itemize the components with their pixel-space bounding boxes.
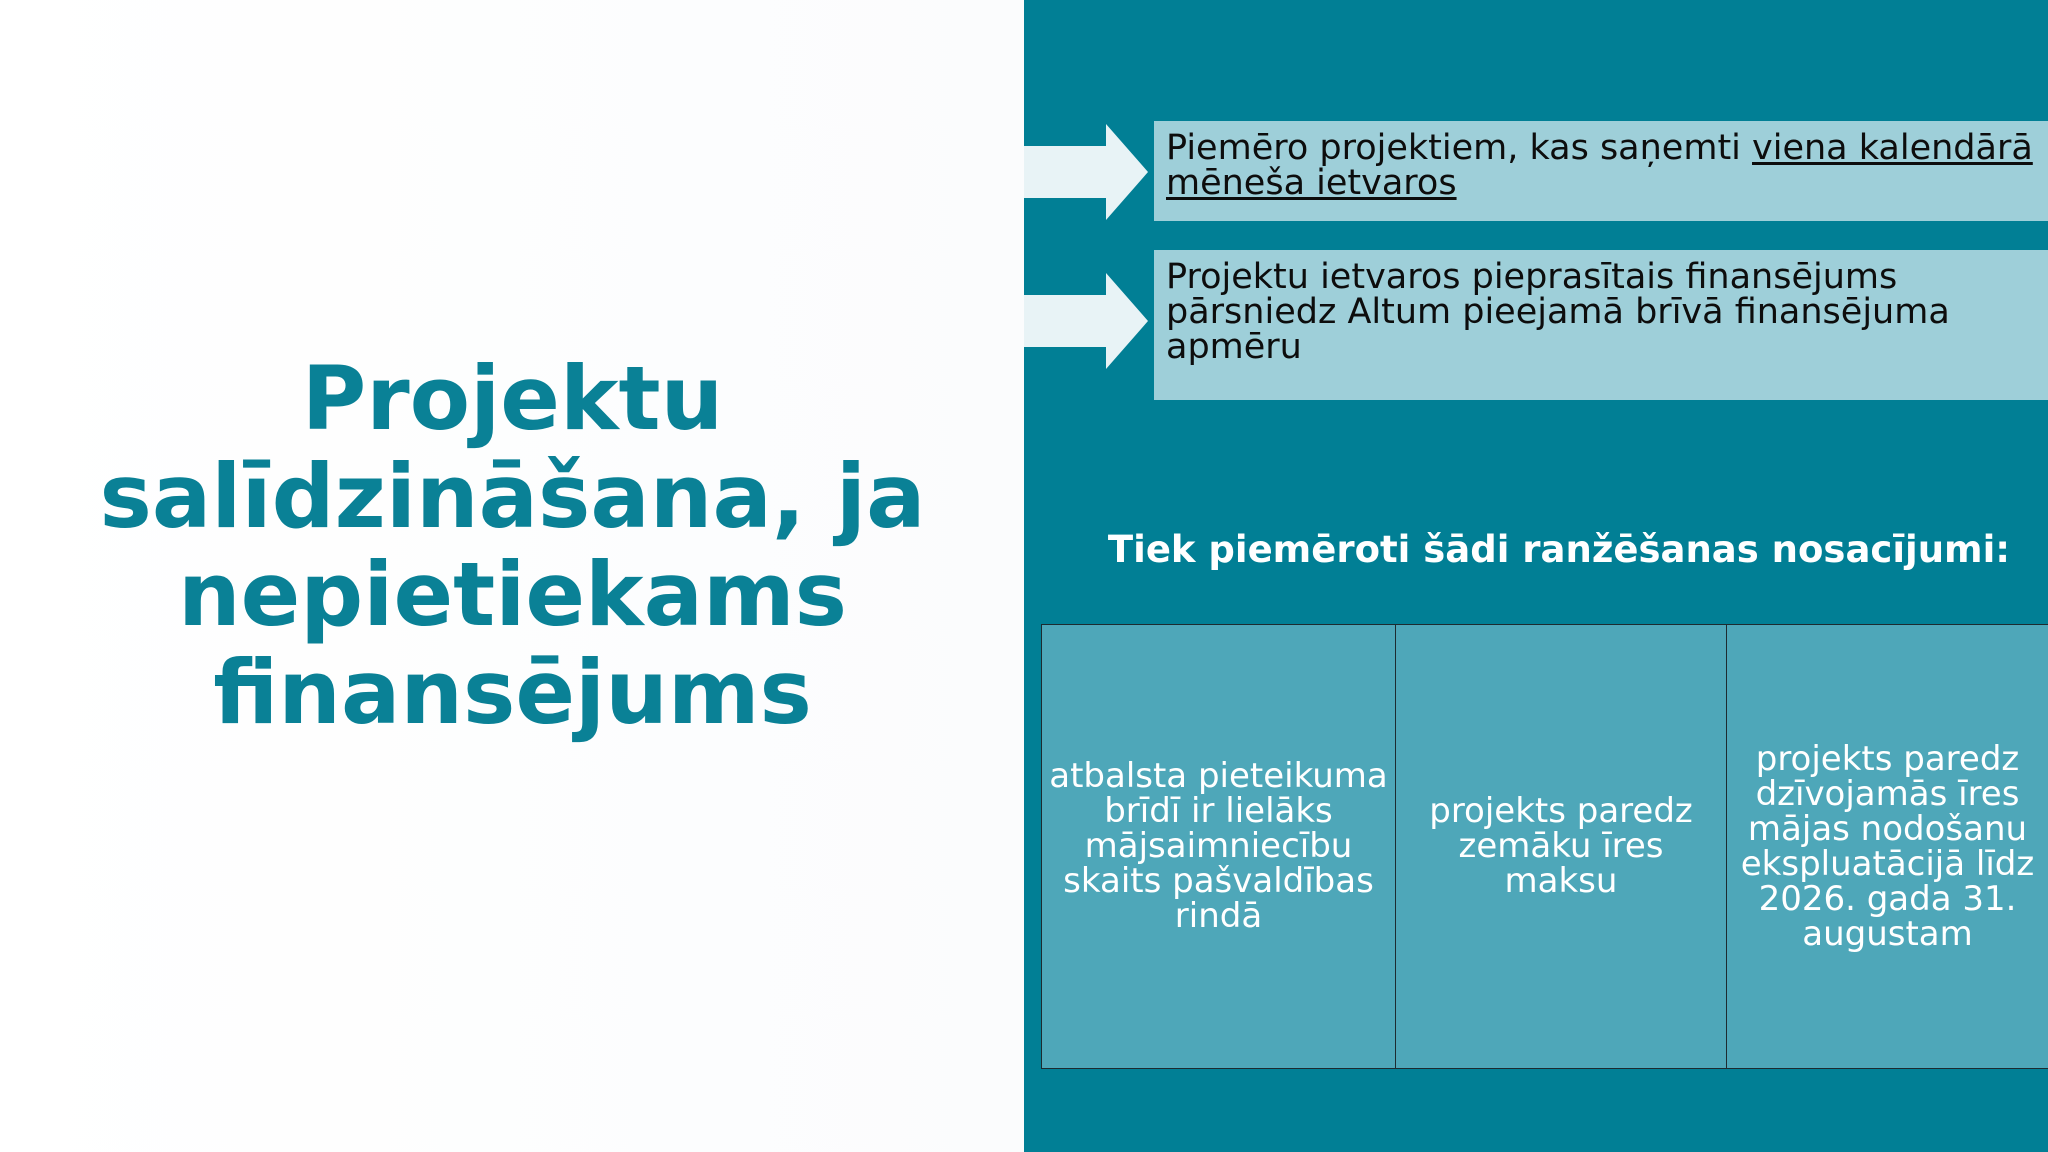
conditions-heading: Tiek piemēroti šādi ranžēšanas nosacījumi: — [1107, 528, 2011, 571]
callout-1-text: Piemēro projektiem, kas saņemti — [1166, 128, 1753, 168]
arrow-right-icon — [1024, 273, 1149, 369]
callout-box-2 — [1154, 250, 2048, 400]
callout-1-underlined-text: viena kalendārā mēneša ietvaros — [1166, 128, 2033, 203]
condition-1-text: atbalsta pieteikuma brīdī ir lielāks mājsaimniecību skaits pašvaldības rindā — [1049, 756, 1388, 936]
condition-2-text: projekts paredz zemāku īres maksu — [1429, 791, 1693, 901]
slide-title: Projektu salīdzināšana, ja nepietiekams finansējums — [99, 347, 926, 744]
callout-2-text: Projektu ietvaros pieprasītais finansējums pārsniedz Altum pieejamā brīvā finansējuma apmēru — [1166, 257, 1950, 367]
condition-box-1 — [1041, 624, 1396, 1069]
condition-box-3 — [1726, 624, 2048, 1069]
callout-box-1 — [1154, 121, 2048, 221]
arrow-right-icon — [1024, 124, 1149, 220]
condition-box-2 — [1395, 624, 1727, 1069]
condition-3-text: projekts paredz dzīvojamās īres mājas nodošanu ekspluatācijā līdz 2026. gada 31. augustam — [1740, 738, 2035, 954]
